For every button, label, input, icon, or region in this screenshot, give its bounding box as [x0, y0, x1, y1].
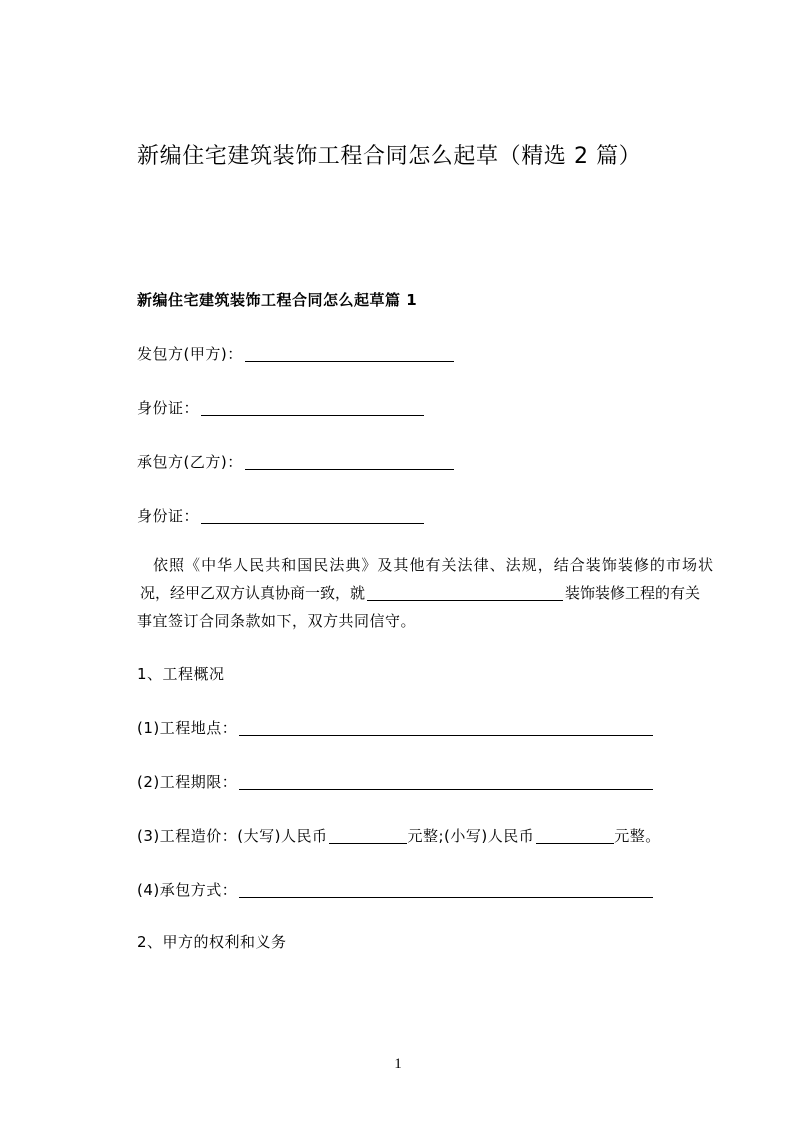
section-heading: 新编住宅建筑装饰工程合同怎么起草篇 1 [137, 291, 418, 309]
party-a-id-label: 身份证： [137, 399, 200, 417]
project-duration-field [137, 772, 653, 792]
intro-text-after-blank: 装饰装修工程的有关 [565, 584, 701, 602]
fill-in-blank [201, 509, 424, 524]
party-a-id-field [137, 398, 424, 418]
party-a-field [137, 344, 454, 364]
contract-method-label: (4)承包方式： [137, 881, 238, 899]
amount-middle-text: 元整;(小写)人民币 [407, 827, 535, 845]
project-location-label: (1)工程地点： [137, 719, 238, 737]
page-number: 1 [394, 1056, 402, 1072]
party-b-id-label: 身份证： [137, 507, 200, 525]
project-cost-field [137, 826, 661, 846]
fill-in-blank [245, 455, 454, 470]
fill-in-blank [367, 586, 563, 601]
fill-in-blank [536, 829, 614, 844]
fill-in-blank [239, 721, 653, 736]
fill-in-blank [239, 775, 653, 790]
party-b-field [137, 452, 454, 472]
project-location-field [137, 718, 653, 738]
upper-amount-prefix: (大写)人民币 [237, 827, 328, 845]
party-b-id-field [137, 506, 424, 526]
intro-paragraph-line-3: 事宜签订合同条款如下，双方共同信守。 [137, 612, 417, 630]
fill-in-blank [245, 347, 454, 362]
fill-in-blank [239, 883, 653, 898]
party-b-label: 承包方(乙方)： [137, 453, 243, 471]
fill-in-blank [329, 829, 407, 844]
clause-2-heading: 2、甲方的权利和义务 [137, 933, 287, 951]
document-title: 新编住宅建筑装饰工程合同怎么起草（精选 2 篇） [137, 144, 642, 169]
party-a-label: 发包方(甲方)： [137, 345, 243, 363]
project-cost-label: (3)工程造价： [137, 827, 238, 845]
amount-end-text: 元整。 [614, 827, 661, 845]
clause-1-heading: 1、工程概况 [137, 665, 225, 683]
intro-paragraph-line-2 [140, 583, 700, 603]
contract-method-field [137, 880, 653, 900]
fill-in-blank [201, 401, 424, 416]
intro-text-before-blank: 况，经甲乙双方认真协商一致，就 [140, 584, 366, 602]
intro-paragraph-line-1: 依照《中华人民共和国民法典》及其他有关法律、法规，结合装饰装修的市场状 [153, 556, 713, 574]
project-duration-label: (2)工程期限： [137, 773, 238, 791]
